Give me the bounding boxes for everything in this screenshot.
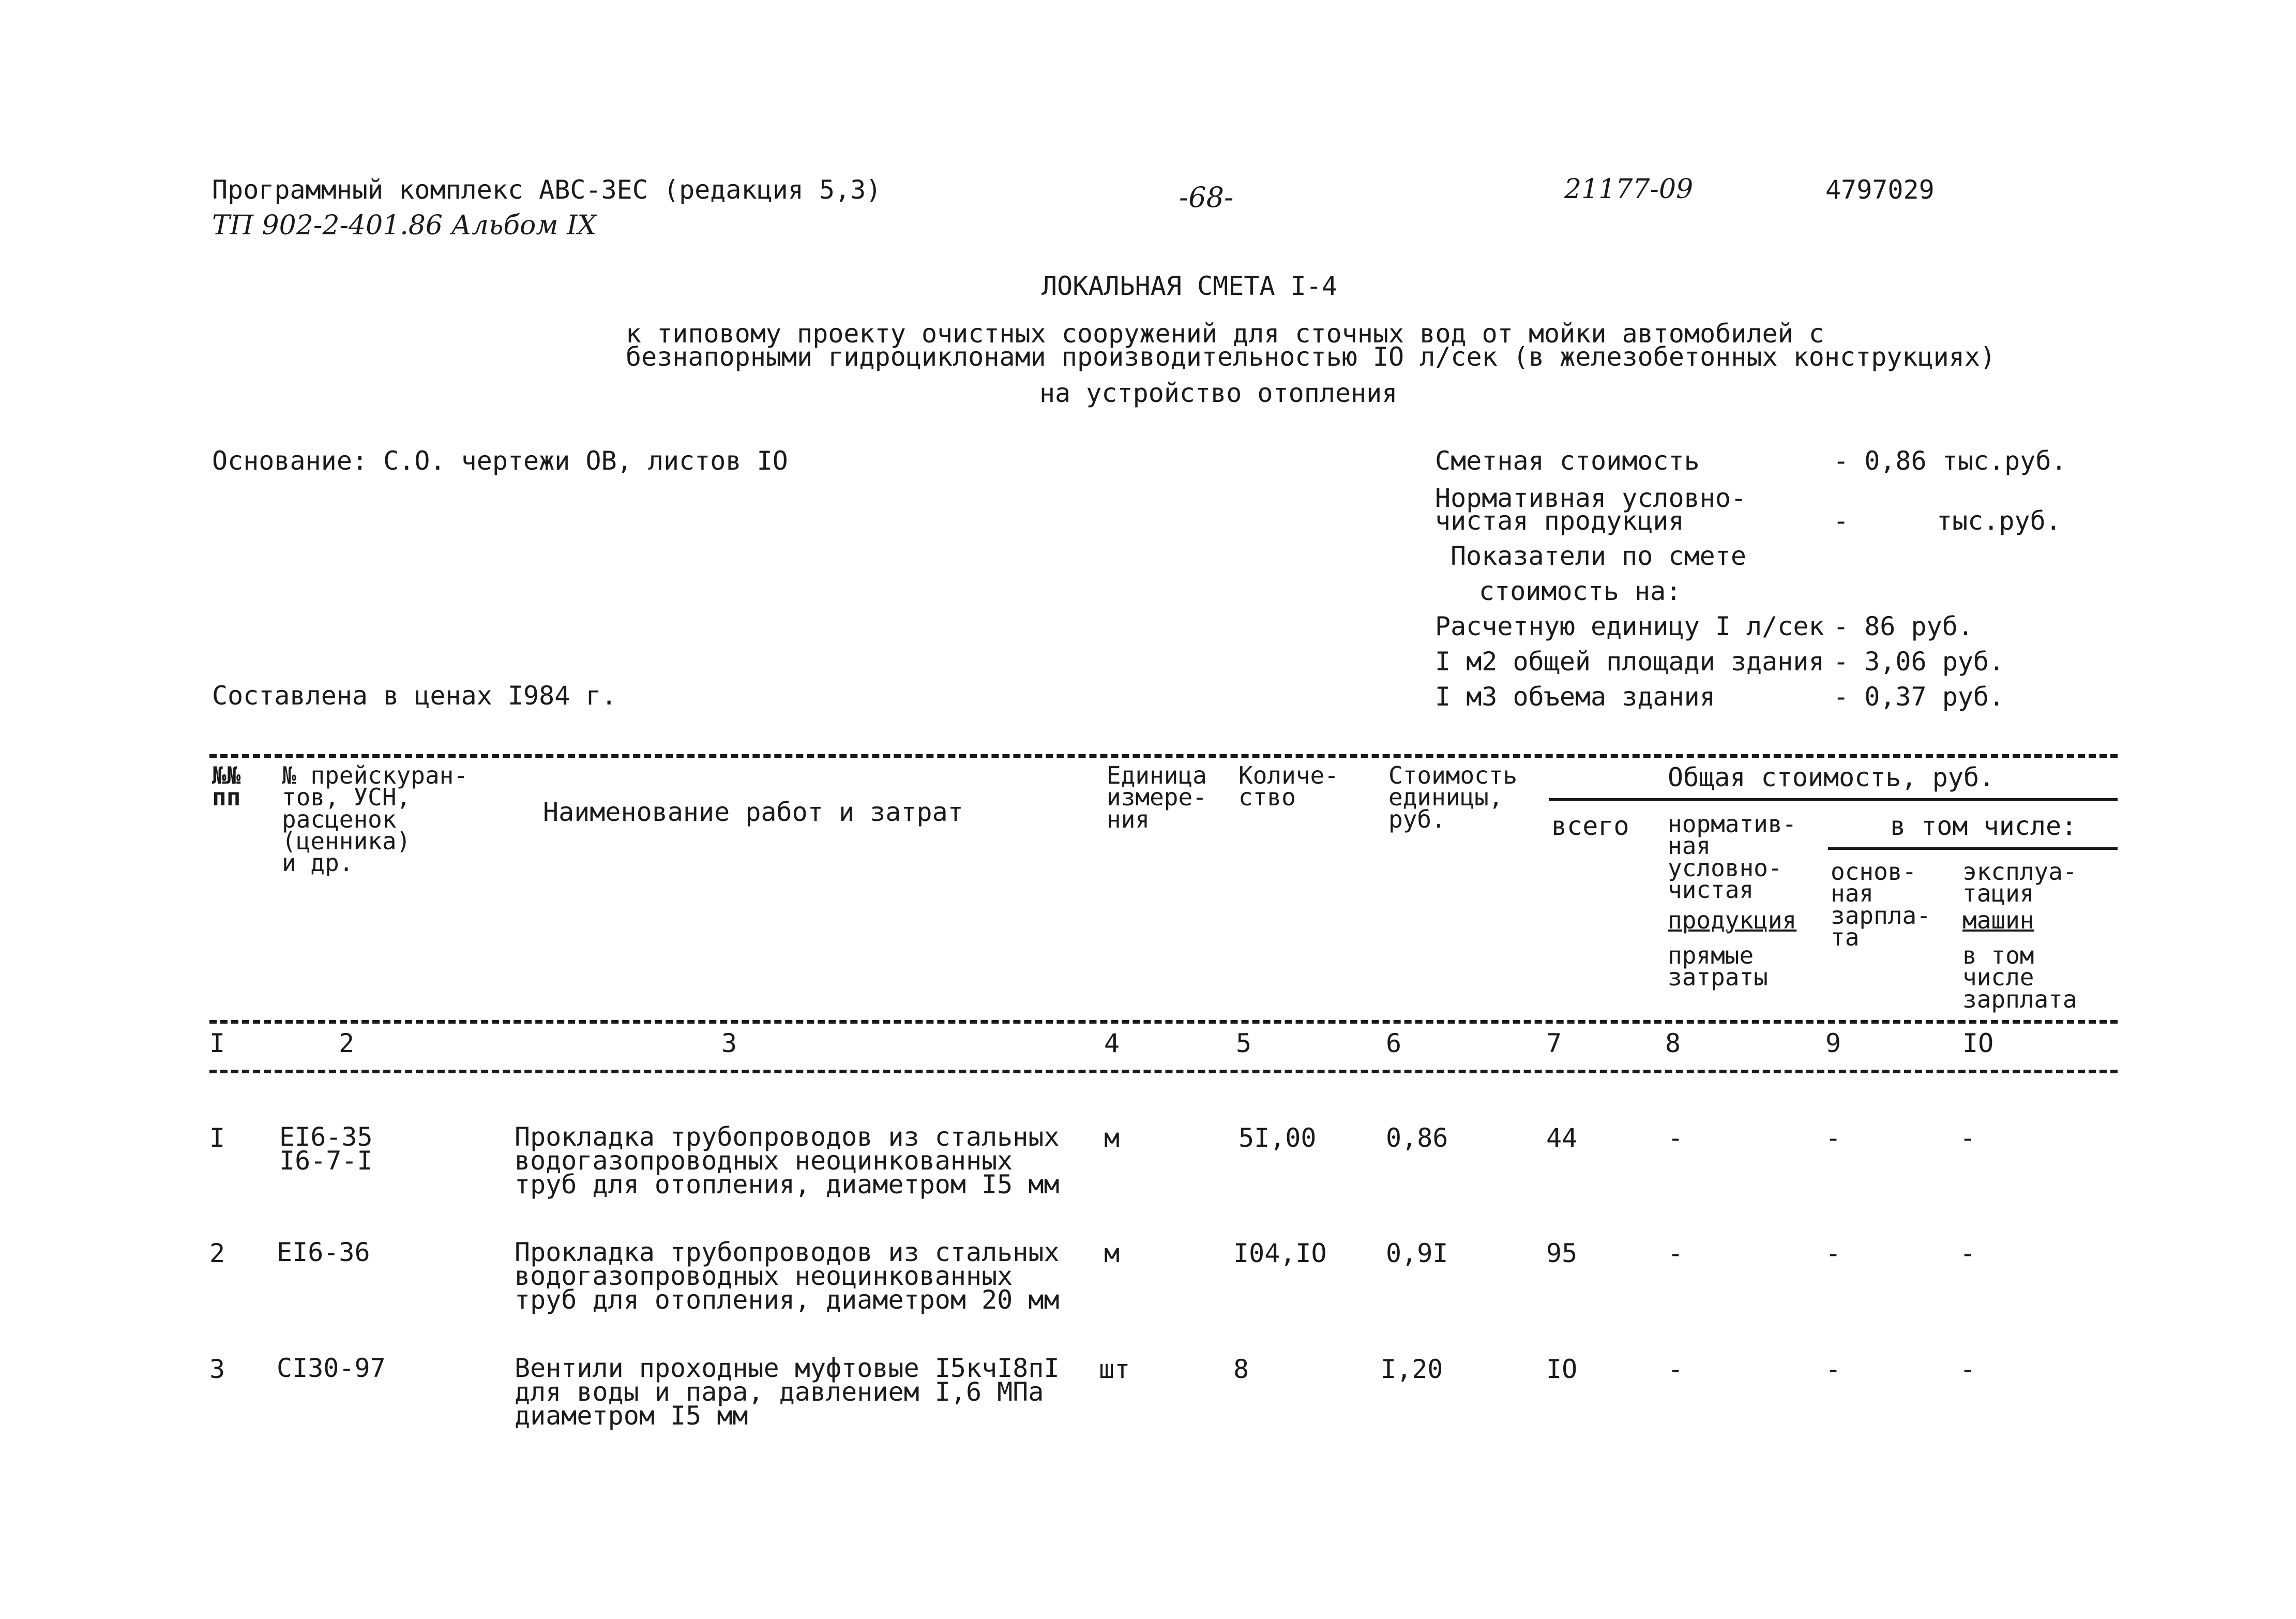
header-col-2: № прейскуран- тов, УСН, расценок (ценника) и др. (282, 761, 469, 877)
row-1-col-10: - (1960, 1123, 1976, 1153)
header-col-10-bottom: в том числе зарплата (1962, 941, 2077, 1013)
row-3-col-10: - (1960, 1354, 1976, 1384)
row-2-total: 95 (1546, 1238, 1578, 1268)
row-3-quantity: 8 (1233, 1354, 1249, 1384)
program-name: Программный комплекс АВС-ЗЕС (редакция 5,3) (212, 175, 882, 205)
column-number: 8 (1665, 1028, 1681, 1058)
estimate-title: ЛОКАЛЬНАЯ СМЕТА I-4 (1041, 271, 1337, 301)
indicators-label-2: стоимость на: (1479, 576, 1682, 606)
per-m2-value: - 3,06 руб. (1833, 647, 2005, 677)
header-col-6: Стоимость единицы, руб. (1388, 761, 1518, 833)
header-col-10-top: эксплуа- тация (1962, 858, 2077, 908)
header-total-group: Общая стоимость, руб. (1668, 762, 1995, 792)
column-number: 6 (1386, 1028, 1402, 1058)
column-number: 5 (1236, 1028, 1252, 1058)
header-col-1: №№ пп (212, 761, 241, 812)
row-1-unit: м (1104, 1123, 1120, 1153)
header-col-7: всего (1551, 811, 1629, 841)
row-1-total: 44 (1546, 1123, 1578, 1153)
row-3-col-8: - (1668, 1354, 1684, 1384)
column-number: 9 (1825, 1028, 1841, 1058)
header-col-4: Единица измере- ния (1107, 761, 1207, 833)
row-2-quantity: I04,IО (1233, 1238, 1327, 1268)
row-1-quantity: 5I,00 (1238, 1123, 1317, 1153)
column-number: 2 (339, 1028, 355, 1058)
row-2-col-10: - (1960, 1238, 1976, 1268)
header-col-9: основ- ная зарпла- та (1831, 858, 1931, 951)
basis-text: Основание: С.О. чертежи ОВ, листов IО (212, 446, 788, 476)
row-2-code: ЕI6-36 (277, 1237, 370, 1267)
row-1-unit-price: 0,86 (1386, 1123, 1448, 1153)
header-col-8-bottom: прямые затраты (1668, 941, 1768, 992)
row-3-col-9: - (1825, 1354, 1841, 1384)
row-2-col-8: - (1668, 1238, 1684, 1268)
column-number: 3 (721, 1028, 737, 1058)
column-number: 4 (1104, 1028, 1120, 1058)
per-m3-label: I м3 объема здания (1435, 682, 1715, 712)
row-3-number: 3 (209, 1354, 225, 1384)
column-numbers-rule (209, 1070, 2118, 1073)
project-reference: ТП 902-2-401.86 Альбом IX (212, 210, 597, 241)
document-code: 21177-09 (1564, 174, 1694, 205)
row-1-code: ЕI6-35 I6-7-I (279, 1122, 373, 1176)
header-col-10-under: машин (1962, 906, 2034, 934)
row-3-code: СI30-97 (277, 1353, 386, 1383)
normative-label-1: Нормативная условно- (1435, 483, 1747, 513)
per-m2-label: I м2 общей площади здания (1435, 647, 1824, 677)
title-line-2: безнапорными гидроциклонами производительностью IО л/сек (в железобетонных конструкциях) (626, 342, 1996, 372)
row-3-unit: шт (1099, 1354, 1130, 1384)
estimated-cost-value: - 0,86 тыс.руб. (1833, 446, 2067, 476)
header-col-8-top: норматив- ная условно- чистая (1668, 810, 1797, 904)
row-2-number: 2 (209, 1238, 225, 1268)
document-number: 4797029 (1825, 175, 1935, 205)
normative-dash: - (1833, 506, 1849, 536)
row-3-unit-price: I,20 (1381, 1354, 1443, 1384)
normative-label-2: чистая продукция (1435, 506, 1684, 536)
column-number: I (209, 1028, 225, 1058)
total-group-rule (1549, 798, 2118, 801)
column-number: IО (1962, 1028, 1994, 1058)
row-2-col-9: - (1825, 1238, 1841, 1268)
table-top-rule (209, 754, 2118, 758)
normative-unit: тыс.руб. (1937, 506, 2061, 536)
indicators-label-1: Показатели по смете (1451, 541, 1746, 571)
header-including-group: в том числе: (1890, 811, 2077, 841)
row-1-col-9: - (1825, 1123, 1841, 1153)
row-1-number: I (209, 1123, 225, 1153)
title-line-3: на устройство отопления (1039, 378, 1398, 408)
header-col-5: Количе- ство (1238, 761, 1339, 812)
page-number: -68- (1179, 181, 1234, 214)
header-col-8-under: продукция (1668, 906, 1797, 934)
row-2-name: Прокладка трубопроводов из стальных водогазопроводных неоцинкованных труб для отопления, диаметром 20 мм (515, 1237, 1060, 1315)
row-2-unit: м (1104, 1238, 1120, 1268)
estimated-cost-label: Сметная стоимость (1435, 446, 1700, 476)
per-m3-value: - 0,37 руб. (1833, 682, 2005, 712)
title-line-1: к типовому проекту очистных сооружений для сточных вод от мойки автомобилей с (626, 319, 1824, 349)
row-3-total: IО (1546, 1354, 1578, 1384)
including-group-rule (1828, 847, 2118, 850)
column-number: 7 (1546, 1028, 1562, 1058)
row-1-name: Прокладка трубопроводов из стальных водогазопроводных неоцинкованных труб для отопления, диаметром I5 мм (515, 1122, 1060, 1200)
header-col-3: Наименование работ и затрат (543, 797, 963, 827)
per-unit-label: Расчетную единицу I л/сек (1435, 611, 1824, 641)
row-1-col-8: - (1668, 1123, 1684, 1153)
per-unit-value: - 86 руб. (1833, 611, 1973, 641)
row-2-unit-price: 0,9I (1386, 1238, 1448, 1268)
prices-year: Составлена в ценах I984 г. (212, 681, 617, 711)
header-bottom-rule (209, 1020, 2118, 1024)
row-3-name: Вентили проходные муфтовые I5кчI8пI для воды и пара, давлением I,6 МПа диаметром I5 мм (515, 1353, 1060, 1431)
